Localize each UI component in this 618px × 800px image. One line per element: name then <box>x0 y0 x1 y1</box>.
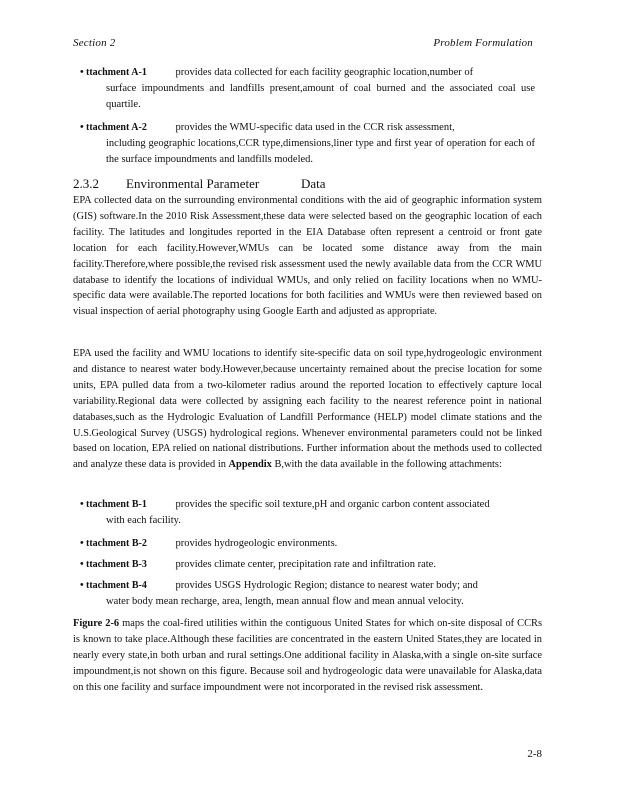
attachment-text: provides the specific soil texture,pH and organic carbon content associated <box>175 499 490 510</box>
attachment-text-cont: water body mean recharge, area, length, mean annual flow and mean annual velocity. <box>106 596 464 607</box>
attachment-b1-item <box>80 497 535 529</box>
bullet-marker: • <box>80 499 84 510</box>
bullet-marker: • <box>80 580 84 591</box>
attachment-text: provides climate center, precipitation rate and infiltration rate. <box>175 559 436 570</box>
attachment-text: provides hydrogeologic environments. <box>175 538 338 549</box>
section-number: 2.3.2 <box>73 176 99 191</box>
attachment-label: ttachment B-2 <box>86 538 147 549</box>
attachment-text-cont: including geographic locations,CCR type,dimensions,liner type and first year of operation for each of the surface impoundments and landfills modeled. <box>106 138 535 165</box>
appendix-link[interactable]: Appendix <box>228 459 272 471</box>
attachment-text-cont: surface impoundments and landfills present,amount of coal burned and the associated coal use quartile. <box>106 83 535 110</box>
attachment-label: ttachment A-2 <box>86 122 147 133</box>
paragraph-gis: EPA collected data on the surrounding environmental conditions with the aid of geographic information system (GIS) software.In the 2010 Risk Assessment,these data were selected based on the geographic location of each facility. The latitudes and longitudes reported in the EIA Database often represent a centroid or front gate location for each facility.However,WMUs can be located some distance away from the main facility.Therefore,where possible,the revised risk assessment used the newly available data from the CCR WMU database to identify the locations of individual WMUs, and only relied on facility locations when no WMU-specific data were available.The reported locations for both facilities and WMUs were then reviewed based on visual inspection of aerial photography using Google Earth and adjusted as appropriate. <box>73 195 542 318</box>
section-title-b: Data <box>301 176 326 191</box>
paragraph-text: EPA used the facility and WMU locations to identify site-specific data on soil type,hydrogeologic environment and distance to nearest water body.However,because uncertainty remained about the precise location for some units, EPA pulled data from a two-kilometer radius around the reported location to effectively capture local variability.Regional data were collected by assigning each facility to the nearest reference point in national databases,such as the Hydrologic Evaluation of Landfill Performance (HELP) model climate stations and the U.S.Geological Survey (USGS) hydrological regions. Whenever environmental parameters could not be linked based on location, EPA relied on national distributions. Further information about the methods used to collected and analyze these data is provided in <box>73 348 542 471</box>
figure-reference-link[interactable]: Figure 2-6 <box>73 618 120 629</box>
attachment-label: ttachment B-1 <box>86 499 147 510</box>
attachment-text: provides data collected for each facility geographic location,number of <box>175 67 474 78</box>
page-number: 2-8 <box>527 748 542 760</box>
attachment-text-cont: with each facility. <box>106 515 181 526</box>
section-heading <box>73 176 326 192</box>
bullet-marker: • <box>80 559 84 570</box>
attachment-label: ttachment B-3 <box>86 559 147 570</box>
attachment-b2-item <box>80 536 535 552</box>
attachment-label: ttachment A-1 <box>86 67 147 78</box>
paragraph-site-specific <box>73 346 542 473</box>
bullet-marker: • <box>80 538 84 549</box>
paragraph-text-end: B,with the data available in the following attachments: <box>271 459 502 471</box>
paragraph-figure <box>73 616 542 696</box>
attachment-b3-item <box>80 557 535 573</box>
bullet-marker: • <box>80 67 84 78</box>
attachment-text: provides the WMU-specific data used in the CCR risk assessment, <box>175 122 455 133</box>
section-title-a: Environmental Parameter <box>126 176 260 191</box>
attachment-label: ttachment B-4 <box>86 580 147 591</box>
attachment-text: provides USGS Hydrologic Region; distance to nearest water body; and <box>175 580 478 591</box>
header-section: Section 2 <box>73 37 116 49</box>
attachment-a1-item <box>80 65 535 113</box>
bullet-marker: • <box>80 122 84 133</box>
attachment-b4-item <box>80 578 535 610</box>
paragraph-text: maps the coal-fired utilities within the contiguous United States for which on-site disposal of CCRs is known to take place.Although these facilities are concentrated in the eastern United States,they are located in nearly every state,in both urban and rural settings.One additional facility in Alaska,with a single on-site surface impoundment,is not shown on this figure. Because soil and hydrogeologic data were unavailable for Alaska,data on this one facility and surface impoundment were not incorporated in the revised risk assessment. <box>73 618 542 693</box>
header-title: Problem Formulation <box>433 37 533 49</box>
page-header <box>73 37 533 49</box>
attachment-a2-item <box>80 120 535 168</box>
